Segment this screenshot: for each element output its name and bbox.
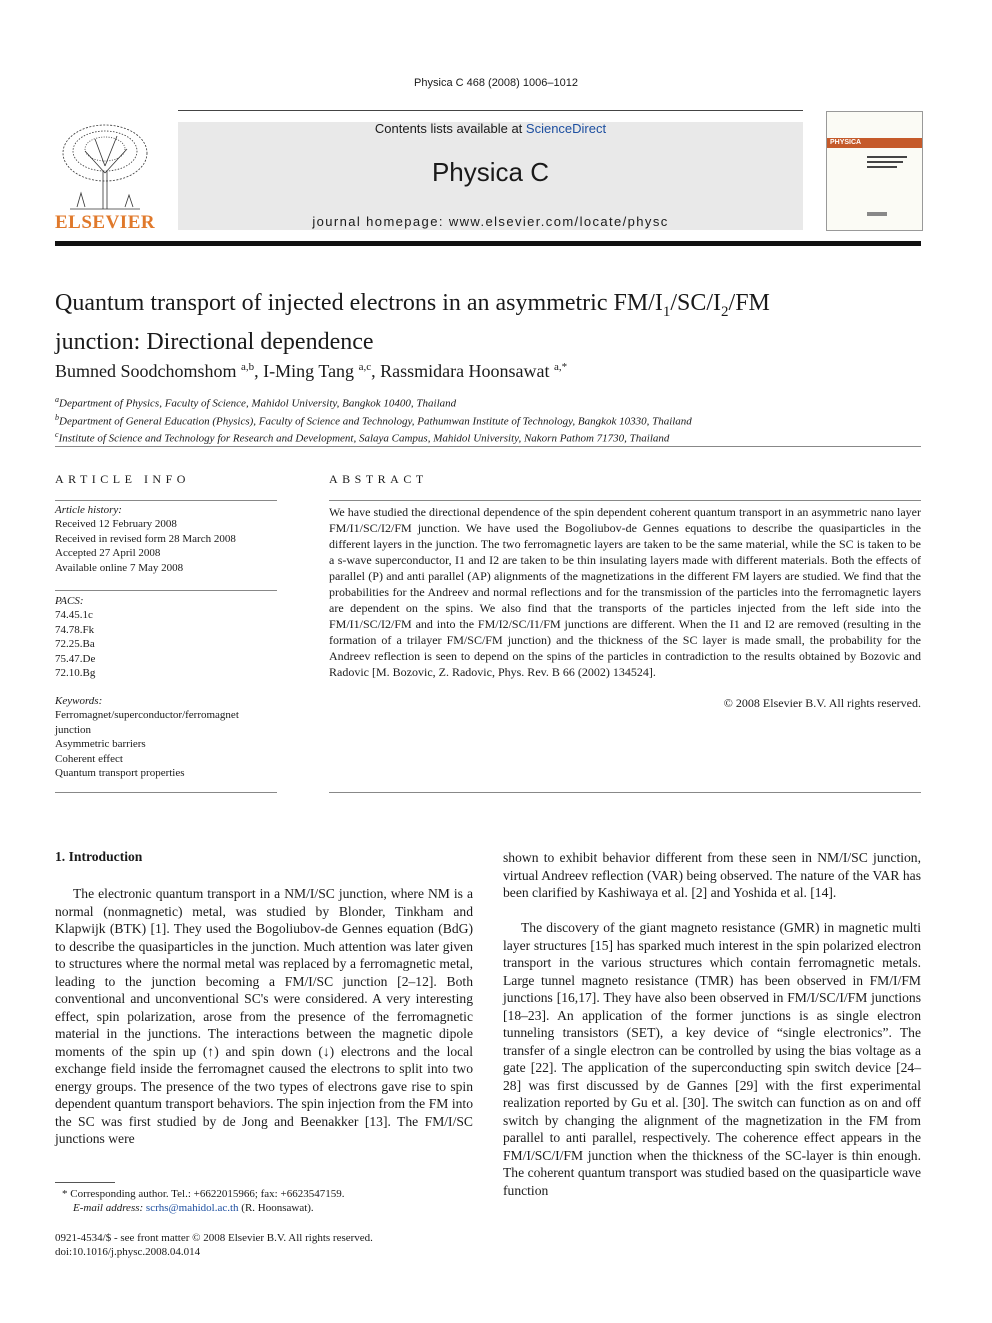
elsevier-wordmark: ELSEVIER bbox=[55, 212, 156, 233]
journal-title: Physica C bbox=[431, 157, 550, 187]
abstract-text: We have studied the directional dependence of the spin dependent coherent quantum transport in an asymmetric nano layer FM/I1/SC/I2/FM junction. We have used the Bogoliubov-de Gennes equations to describe the quasiparticles in the different layers in the junction. The two ferromagnetic layers are taken to be the same material, while the SC is taken to be a s-wave superconductor, I1 and I2 are taken to be thin insulating layers made with different materials. Both the effects of parallel (P) and anti parallel (AP) alignments of the magnetizations in the different FM layers are studied. We find that the probabilities for the Andreev and normal reflections and for the transmission of the particles into the ferromagnetic layers are dependent on the spins. We also find that the transports of the particles injected from the left side into the FM/I1/SC/I2/FM and into the FM/I2/SC/I1/FM junctions are different. When the I1 and I2 are removed (resulting in the formation of a trilayer FM/SC/FM junction) and the thickness of the SC layer is made small, the probability for the Andreev reflection is seen to depend on the spins of the particles in contradiction to the results obtained by Bozovic and Radovic [M. Bozovic, Z. Radovic, Phys. Rev. B 66 (2002) 134524]. bbox=[329, 505, 921, 679]
header-thick-rule bbox=[55, 241, 921, 246]
homepage-prefix: journal homepage: bbox=[312, 214, 449, 229]
footnote-corresponding: * Corresponding author. Tel.: +6622015966; fax: +6623547159. E-mail address: scrhs@mahidol.ac.th (R. Hoonsawat). bbox=[62, 1188, 345, 1215]
body-column-right-para1: shown to exhibit behavior different from these seen in NM/I/SC junction, virtual Andreev reflection (VAR) being observed. The nature of the VAR has been clarified by Kashiwaya et al. [2] and Yoshida et al. [14]. bbox=[503, 850, 921, 900]
author-name: Bumned Soodchomshom bbox=[55, 361, 237, 381]
keywords-list: Keywords: Ferromagnet/superconductor/ferromagnet junction Asymmetric barriers Coherent effect Quantum transport properties bbox=[55, 695, 239, 780]
body-column-left: The electronic quantum transport in a NM/I/SC junction, where NM is a normal (nonmagnetic) metal, was studied by Blonder, Tinkham and Klapwijk (BTK) [1]. They used the Bogoliubov-de Gennes equation (BdG) to describe the quasiparticles in the junction. Much attention was later given to structures where the normal metal was replaced by a ferromagnetic metal, leading to the junction becoming a FM/I/SC junction [2–12]. Both conventional and unconventional SC's were considered. A very interesting effect, spin polarization, arose from the presence of the ferromagnetic material in the junctions. The interactions between the magnetic dipole moments of the spin up (↑) and spin down (↓) electrons and the local exchange field inside the ferromagnet caused the electrons to split into two energy groups. The presence of the two types of electrons gave rise to spin dependent quantum transport behaviors. The spin injection from the FM into the SC was first studied by de Jong and Beenakker [13]. The FM/I/SC junctions were bbox=[55, 886, 473, 1146]
section-heading: 1. Introduction bbox=[55, 849, 143, 864]
author-name: I-Ming Tang bbox=[263, 361, 355, 381]
cover-title: PHYSICA bbox=[830, 139, 862, 146]
pacs-list: PACS: 74.45.1c 74.78.Fk 72.25.Ba 75.47.De 72.10.Bg bbox=[55, 595, 96, 680]
journal-cover-thumbnail bbox=[826, 111, 923, 231]
article-info-rule bbox=[55, 500, 277, 501]
journal-reference: Physica C 468 (2008) 1006–1012 bbox=[414, 77, 578, 89]
doi-line[interactable]: doi:10.1016/j.physc.2008.04.014 bbox=[55, 1246, 201, 1259]
journal-homepage bbox=[178, 214, 803, 229]
top-rule bbox=[178, 110, 803, 111]
abstract-heading: ABSTRACT bbox=[329, 472, 428, 486]
affiliation-rule bbox=[55, 446, 921, 447]
affiliation-c: $^c$Institute of Science and Technology for Research and Development, Salaya Campus, Mahidol University, Nakorn Pathom 71730, Thailand bbox=[55, 430, 670, 445]
abstract-rule bbox=[329, 792, 921, 793]
homepage-url[interactable]: www.elsevier.com/locate/physc bbox=[448, 214, 669, 229]
affiliations bbox=[55, 393, 921, 446]
email-link[interactable]: scrhs@mahidol.ac.th bbox=[145, 1202, 239, 1215]
sciencedirect-link[interactable]: ScienceDirect bbox=[525, 121, 607, 136]
body-column-right-para2: The discovery of the giant magneto resistance (GMR) in magnetic multi layer structures [15] has sparked much interest in the spin polarized electron transport in the various structures which contain ferromagnetic metals. Large tunnel magneto resistance (TMR) has been observed in FM/I/FM junctions [16,17]. They have also been observed in FM/I/SC/I/FM junctions [18–23]. An application of the former junctions is as single electron tunneling transistors (SET), a key device of “single electronics”. The transfer of a single electron can be controlled by using the bias voltage as a gate [22]. The application of the superconducting spin switch device [24–28] was first discussed by de Gannes [29] with the first experimental realization reported by Gu et al. [30]. The switch can function as on and off switch by changing the alignment of the magnetization in the FM from parallel to anti parallel, respectively. The coherence effect appears in the FM/I/SC/I/FM junction when the thickness of the SC-layer is thin enough. The coherent quantum transport was studied based on the quasiparticle wave function bbox=[503, 920, 921, 1198]
author-name: Rassmidara Hoonsawat bbox=[380, 361, 550, 381]
contents-prefix: Contents lists available at bbox=[374, 121, 526, 136]
affiliation-a: $^a$Department of Physics, Faculty of Science, Mahidol University, Bangkok 10400, Thailand bbox=[55, 395, 457, 410]
abstract-rule bbox=[329, 500, 921, 501]
author-list: Bumned Soodchomshom $^{a,b}$, I-Ming Tang $^{a,c}$, Rassmidara Hoonsawat $^{a,*}$ bbox=[55, 361, 568, 381]
article-info-rule bbox=[55, 792, 277, 793]
footnote-rule bbox=[55, 1182, 115, 1183]
contents-line bbox=[178, 121, 803, 136]
article-history: Article history: Received 12 February 2008 Received in revised form 28 March 2008 Accepted 27 April 2008 Available online 7 May 2008 bbox=[55, 504, 236, 574]
issn-line: 0921-4534/$ - see front matter © 2008 Elsevier B.V. All rights reserved. bbox=[55, 1232, 373, 1244]
article-info-heading: ARTICLE INFO bbox=[55, 472, 190, 486]
abstract-copyright: © 2008 Elsevier B.V. All rights reserved. bbox=[723, 696, 921, 710]
affiliation-b: $^b$Department of General Education (Physics), Faculty of Science and Technology, Pathumwan Institute of Technology, Bangkok 10330, Thailand bbox=[55, 412, 692, 428]
article-title: Quantum transport of injected electrons in an asymmetric $FM/I_1/SC/I_2/FM$ junction: Directional dependence bbox=[55, 290, 770, 355]
article-info-rule bbox=[55, 590, 277, 591]
footnote-issn-doi bbox=[55, 1231, 373, 1260]
